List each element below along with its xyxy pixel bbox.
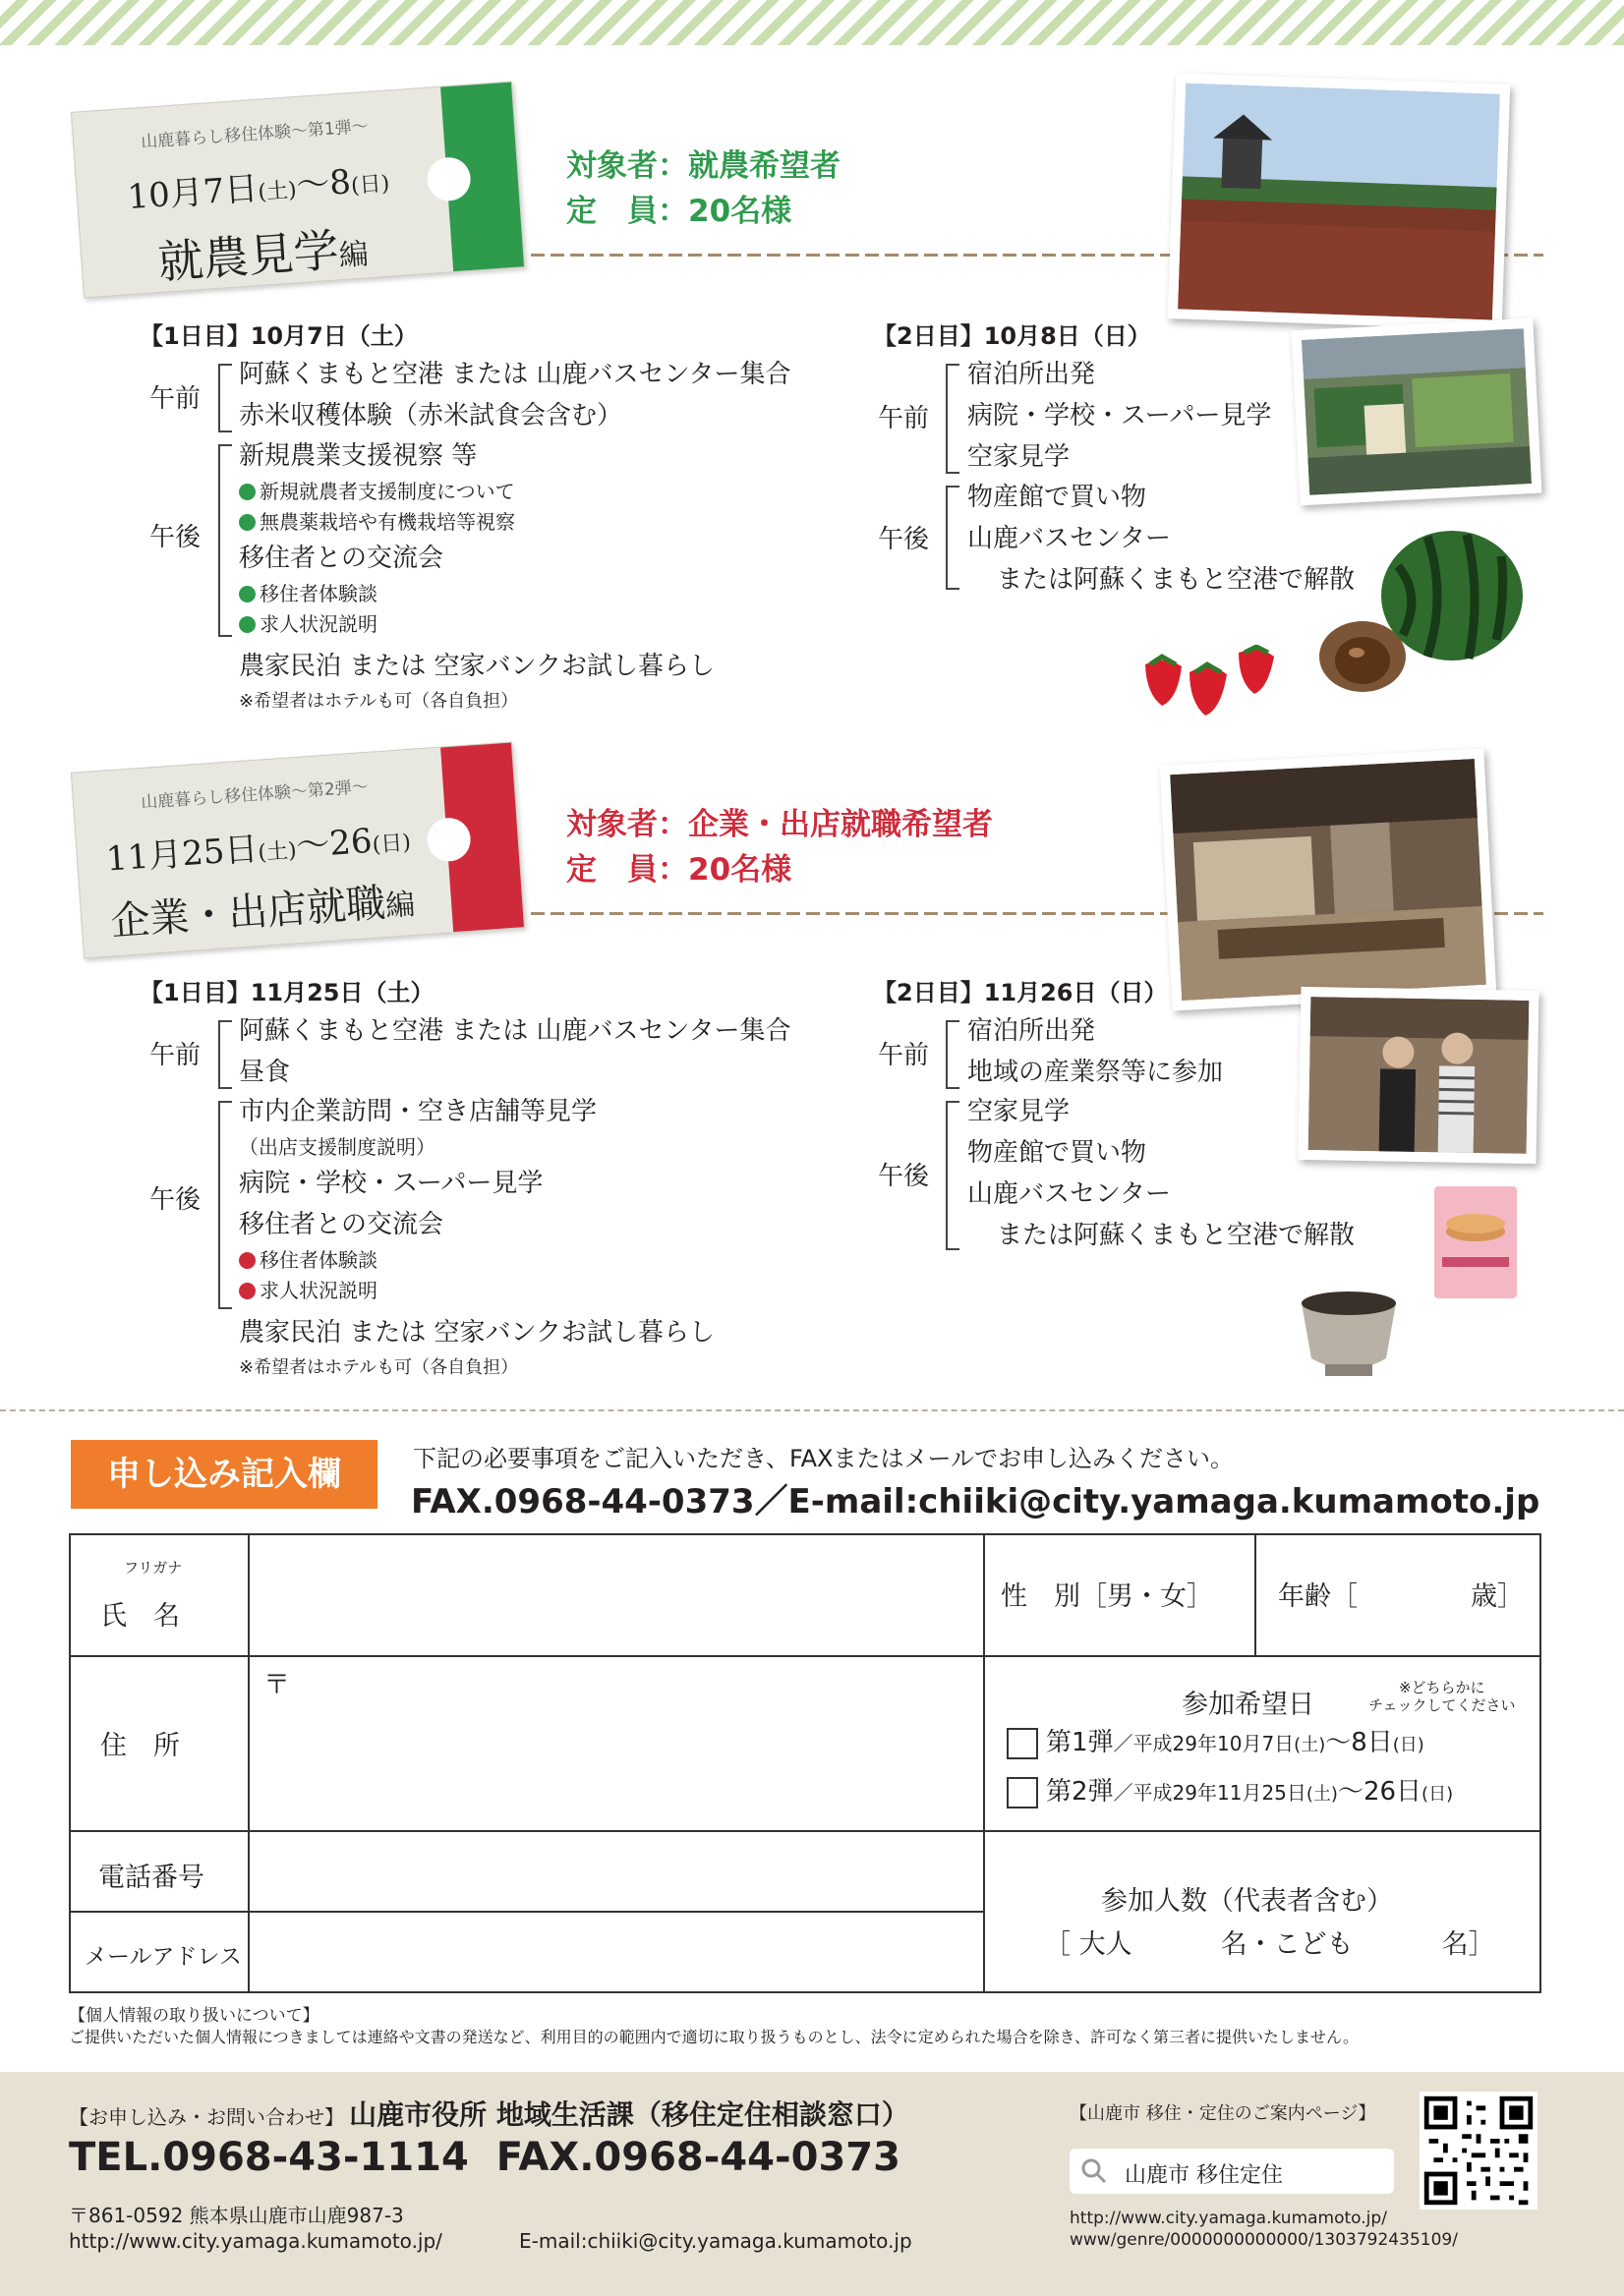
market-image [1302,328,1532,495]
rice-field-image [1178,83,1500,319]
photo-red-rice-field [1168,73,1511,330]
page-url-line: www/genre/0000000000000/1303792435109/ [1070,2230,1458,2250]
count-label: 参加人数（代表者含む） [1101,1886,1393,1917]
staff-image [1308,997,1530,1154]
bracket [218,1020,232,1089]
slot-label-am: 午前 [878,404,930,433]
schedule-list-pm [967,1091,1355,1256]
form-line [248,1535,250,1834]
bracket [218,1101,232,1309]
slot-label-pm: 午後 [878,525,930,554]
photo-farmers-market [1292,318,1542,506]
furigana-label: フリガナ [124,1559,183,1577]
schedule-item: 阿蘇くまもと空港 または 山鹿バスセンター集合 [239,360,791,389]
application-form [69,1533,1541,1993]
count-field[interactable]: ［ 大人 名・こども 名］ [1044,1929,1495,1960]
schedule-item: 山鹿バスセンター [967,1179,1171,1209]
footer-email[interactable]: E-mail:chiiki@city.yamaga.kumamoto.jp [519,2229,912,2253]
date-hint [1368,1679,1516,1714]
ticket-series: 山鹿暮らし移住体験〜第1弾〜 [140,116,370,152]
schedule-item: 宿泊所出発 [967,1016,1096,1046]
target-audience: 対象者：就農希望者 [566,148,841,184]
address-label: 住 所 [100,1731,180,1761]
target-capacity: 定 員：20名様 [566,852,792,888]
bracket [218,364,232,432]
schedule-item: 赤米収穫体験（赤米試食会含む） [239,401,623,430]
qr-code-icon[interactable] [1420,2092,1537,2210]
schedule-subitem: 移住者体験談 [239,1245,715,1276]
gender-field[interactable]: 性 別［男・女］ [1001,1581,1213,1612]
ticket-title: 企業・出店就職編 [109,880,417,946]
name-label: 氏 名 [100,1601,180,1632]
schedule-list-pm [967,477,1355,601]
schedule-list-pm [239,435,715,713]
privacy-text: ご提供いただいた個人情報につきましては連絡や文書の発送など、利用目的の範囲内で適切に取り扱うものとし、法令に定められた場合を除き、許可なく第三者に提供いたしません。 [69,2028,1360,2046]
shop-image [1170,759,1486,1001]
search-text: 山鹿市 移住定住 [1125,2163,1283,2188]
ticket-date: 10月7日(土)〜8(日) [126,162,391,218]
form-line [983,1535,985,1993]
pancake-mix-package-illustration [1430,1182,1521,1302]
schedule-item: 阿蘇くまもと空港 または 山鹿バスセンター集合 [239,1016,791,1046]
schedule-item: または阿蘇くまもと空港で解散 [997,565,1356,595]
schedule-item: 新規農業支援視察 等 [239,441,478,471]
schedule-subitem: 移住者体験談 [239,579,715,609]
date-option-1[interactable]: 第1弾／平成29年10月7日(土)〜8日(日) [1007,1722,1424,1759]
schedule-item: 病院・学校・スーパー見学 [239,1169,544,1198]
schedule-item: 物産館で買い物 [967,483,1147,512]
slot-label-pm: 午後 [149,1185,202,1215]
page-label: 【山鹿市 移住・定住のご案内ページ】 [1070,2103,1376,2124]
schedule-item: 宿泊所出発 [967,360,1096,389]
date-option-2[interactable]: 第2弾／平成29年11月25日(土)〜26日(日) [1007,1771,1453,1808]
slot-label-pm: 午後 [878,1162,930,1191]
footer-tel: TEL.0968-43-1114 [69,2135,469,2180]
schedule-item: または阿蘇くまもと空港で解散 [997,1221,1356,1250]
slot-label-am: 午前 [878,1041,930,1070]
form-line [71,1911,983,1913]
email-field[interactable] [252,1915,979,1991]
day-header: 【2日目】10月8日（日） [873,322,1151,350]
schedule-subnote: （出店支援制度説明） [239,1135,435,1159]
schedule-item: 昼食 [239,1058,291,1087]
application-instruction: 下記の必要事項をご記入いただき、FAXまたはメールでお申し込みください。 [413,1445,1235,1472]
phone-field[interactable] [252,1834,979,1909]
schedule-subitem: 無農薬栽培や有機栽培等視察 [239,507,715,538]
page-url[interactable] [1070,2208,1458,2251]
schedule-list-am [967,1010,1223,1093]
schedule-item: 地域の産業祭等に参加 [967,1058,1224,1087]
schedule-subitem: 求人状況説明 [239,609,715,640]
age-unit: 歳］ [1471,1581,1524,1612]
name-field[interactable] [252,1539,979,1651]
photo-shop-interior [1160,749,1497,1011]
target-info-1 [566,144,841,234]
age-label[interactable]: 年齢［ [1278,1581,1358,1612]
phone-label: 電話番号 [98,1863,204,1893]
form-line [248,1834,250,1993]
schedule-note: ※希望者はホテルも可（各自負担） [239,691,519,712]
schedule-note: ※希望者はホテルも可（各自負担） [239,1357,519,1378]
footer-address: 〒861-0592 熊本県山鹿市山鹿987-3 [69,2204,404,2227]
form-line [1254,1535,1256,1655]
ceramic-cup-illustration [1296,1288,1402,1380]
postal-mark: 〒 [263,1670,290,1700]
page-url-line: http://www.city.yamaga.kumamoto.jp/ [1070,2209,1387,2228]
ticket-program-2 [71,742,525,959]
slot-label-am: 午前 [149,1041,202,1070]
slot-label-pm: 午後 [149,523,202,552]
date-hint-line: チェックしてください [1368,1696,1516,1714]
schedule-item: 移住者との交流会 [239,1210,444,1239]
photo-shop-staff [1298,987,1538,1164]
footer-phone-fax [69,2135,900,2180]
application-contact: FAX.0968-44-0373／E-mail:chiiki@city.yamaga.kumamoto.jp [411,1482,1540,1521]
address-field[interactable] [252,1659,979,1828]
ticket-program-1 [71,82,525,299]
bracket [946,1020,959,1089]
day-header: 【1日目】11月25日（土） [140,979,435,1006]
schedule-item: 物産館で買い物 [967,1138,1147,1168]
chestnut-illustration [1317,613,1408,694]
footer-contact [0,2072,1624,2296]
target-audience: 対象者：企業・出店就職希望者 [566,807,993,842]
schedule-subitem: 求人状況説明 [239,1276,715,1306]
bracket [218,444,232,637]
form-line [71,1830,1541,1832]
bracket [946,486,959,590]
inquiry-line: 【お申し込み・お問い合わせ】 山鹿市役所 地域生活課（移住定住相談窓口） [69,2098,909,2131]
privacy-title: 【個人情報の取り扱いについて】 [69,2006,319,2026]
schedule-item: 移住者との交流会 [239,544,444,573]
schedule-item: 山鹿バスセンター [967,524,1171,553]
slot-label-am: 午前 [149,384,202,414]
day-header: 【1日目】10月7日（土） [140,322,418,350]
target-capacity: 定 員：20名様 [566,194,792,229]
dashed-separator [0,1409,1624,1411]
email-label: メールアドレス [85,1944,242,1970]
date-hint-line: ※どちらかに [1398,1679,1485,1696]
schedule-item: 病院・学校・スーパー見学 [967,401,1272,430]
ticket-series: 山鹿暮らし移住体験〜第2弾〜 [140,776,370,813]
target-info-2 [566,802,993,892]
footer-fax: FAX.0968-44-0373 [495,2135,900,2180]
bracket [946,1101,959,1250]
bracket [946,364,959,474]
search-icon [1079,2156,1109,2186]
day-header: 【2日目】11月26日（日） [873,979,1168,1006]
schedule-list-pm [239,1091,715,1379]
schedule-item: 空家見学 [967,1097,1071,1126]
top-stripe-band [0,0,1624,45]
ticket-date: 11月25日(土)〜26(日) [104,821,412,880]
schedule-subitem: 新規就農者支援制度について [239,477,715,507]
schedule-list-am [239,354,791,436]
schedule-item: 空家見学 [967,442,1071,472]
schedule-item: 市内企業訪問・空き店舗等見学 [239,1097,598,1126]
schedule-list-am [967,354,1271,478]
search-box[interactable] [1070,2149,1394,2194]
checkbox-option-1[interactable] [1007,1728,1038,1759]
footer-url[interactable]: http://www.city.yamaga.kumamoto.jp/ [69,2229,442,2253]
schedule-list-am [239,1010,791,1093]
strawberry-illustration [1140,645,1288,719]
schedule-item-stay: 農家民泊 または 空家バンクお試し暮らし [239,1318,716,1348]
date-wish-label: 参加希望日 [1182,1690,1314,1720]
checkbox-option-2[interactable] [1007,1777,1038,1808]
ticket-title: 就農見学編 [155,223,370,290]
application-tag: 申し込み記入欄 [71,1440,377,1509]
schedule-item-stay: 農家民泊 または 空家バンクお試し暮らし [239,652,716,681]
form-line [71,1655,1541,1657]
